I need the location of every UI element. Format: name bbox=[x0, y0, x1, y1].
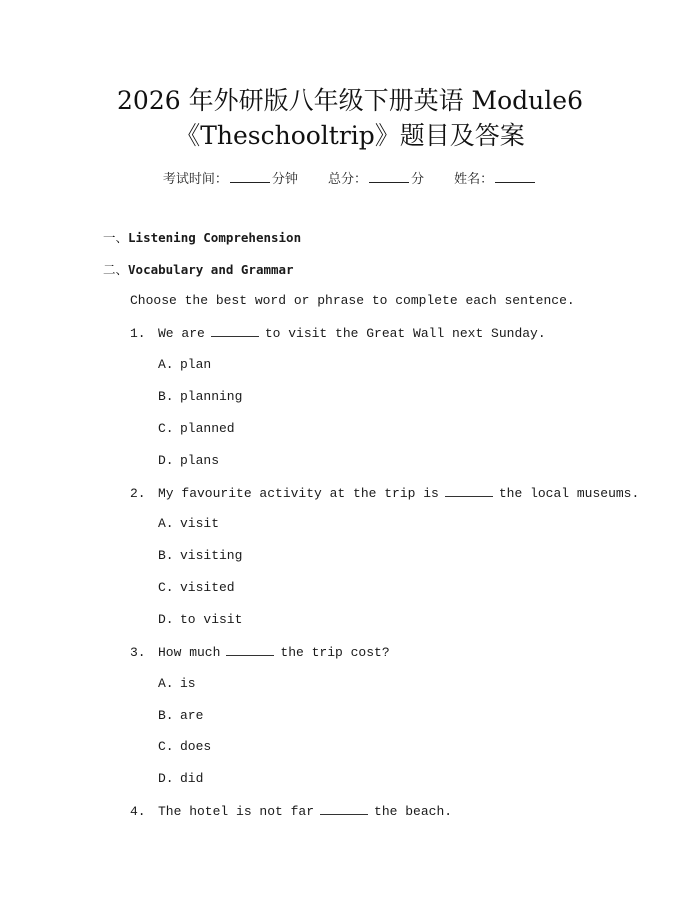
student-name-label: 姓名： bbox=[454, 172, 494, 187]
option-1d[interactable] bbox=[158, 452, 219, 470]
option-letter: A. bbox=[158, 676, 174, 691]
option-1c[interactable] bbox=[158, 420, 235, 438]
option-text: to visit bbox=[180, 612, 243, 627]
option-1a[interactable] bbox=[158, 356, 211, 374]
answer-blank[interactable] bbox=[320, 802, 368, 815]
question-number: 3. bbox=[130, 645, 146, 660]
option-text: did bbox=[180, 771, 204, 786]
option-letter: D. bbox=[158, 453, 174, 468]
exam-time-blank[interactable] bbox=[230, 170, 270, 183]
instruction-text: Choose the best word or phrase to complete each sentence. bbox=[130, 293, 575, 308]
option-letter: C. bbox=[158, 580, 174, 595]
option-2c[interactable] bbox=[158, 579, 235, 597]
question-4 bbox=[130, 802, 452, 821]
option-letter: C. bbox=[158, 421, 174, 436]
exam-time-unit: 分钟 bbox=[271, 172, 298, 187]
question-text-after: the local museums. bbox=[498, 486, 640, 501]
question-number: 2. bbox=[130, 486, 146, 501]
option-text: visit bbox=[180, 516, 220, 531]
question-3 bbox=[130, 643, 390, 662]
question-text-after: the trip cost? bbox=[280, 645, 390, 660]
option-letter: A. bbox=[158, 516, 174, 531]
option-text: is bbox=[180, 676, 196, 691]
total-score-label: 总分： bbox=[327, 172, 367, 187]
option-3d[interactable] bbox=[158, 770, 203, 788]
option-text: planning bbox=[180, 389, 243, 404]
exam-meta bbox=[0, 168, 700, 187]
option-2a[interactable] bbox=[158, 515, 219, 533]
question-number: 1. bbox=[130, 326, 146, 341]
question-text-before: We are bbox=[158, 326, 205, 341]
option-text: are bbox=[180, 708, 204, 723]
section-number: 一、 bbox=[103, 230, 129, 245]
section-heading-listening bbox=[103, 229, 301, 247]
question-text-before: My favourite activity at the trip is bbox=[158, 486, 439, 501]
exam-time-field bbox=[163, 168, 298, 187]
question-number: 4. bbox=[130, 804, 146, 819]
option-text: planned bbox=[180, 421, 235, 436]
question-1 bbox=[130, 324, 546, 343]
option-text: plan bbox=[180, 357, 212, 372]
question-text-before: The hotel is not far bbox=[158, 804, 315, 819]
exam-time-label: 考试时间： bbox=[162, 172, 228, 187]
option-text: plans bbox=[180, 453, 220, 468]
section-title: Listening Comprehension bbox=[128, 230, 302, 245]
document-title-line-2: 《Theschooltrip》题目及答案 bbox=[175, 121, 525, 150]
option-1b[interactable] bbox=[158, 388, 242, 406]
option-letter: B. bbox=[158, 389, 174, 404]
option-2b[interactable] bbox=[158, 547, 242, 565]
question-2 bbox=[130, 484, 639, 503]
option-3c[interactable] bbox=[158, 738, 211, 756]
student-name-blank[interactable] bbox=[495, 170, 535, 183]
section-title: Vocabulary and Grammar bbox=[128, 262, 294, 277]
total-score-blank[interactable] bbox=[369, 170, 409, 183]
option-letter: D. bbox=[158, 612, 174, 627]
section-number: 二、 bbox=[103, 262, 129, 277]
option-text: does bbox=[180, 739, 212, 754]
option-2d[interactable] bbox=[158, 611, 242, 629]
total-score-field bbox=[328, 168, 424, 187]
option-letter: B. bbox=[158, 548, 174, 563]
question-text-after: the beach. bbox=[374, 804, 453, 819]
option-letter: D. bbox=[158, 771, 174, 786]
answer-blank[interactable] bbox=[445, 484, 493, 497]
option-3a[interactable] bbox=[158, 675, 196, 693]
answer-blank[interactable] bbox=[211, 324, 259, 337]
option-3b[interactable] bbox=[158, 707, 203, 725]
question-text-after: to visit the Great Wall next Sunday. bbox=[264, 326, 546, 341]
option-letter: C. bbox=[158, 739, 174, 754]
option-letter: B. bbox=[158, 708, 174, 723]
option-letter: A. bbox=[158, 357, 174, 372]
student-name-field bbox=[454, 168, 537, 187]
answer-blank[interactable] bbox=[226, 643, 274, 656]
document-title-line-1: 2026 年外研版八年级下册英语 Module6 bbox=[117, 86, 583, 115]
total-score-unit: 分 bbox=[411, 172, 425, 187]
question-text-before: How much bbox=[158, 645, 221, 660]
option-text: visiting bbox=[180, 548, 243, 563]
option-text: visited bbox=[180, 580, 235, 595]
section-heading-vocabulary bbox=[103, 261, 294, 279]
